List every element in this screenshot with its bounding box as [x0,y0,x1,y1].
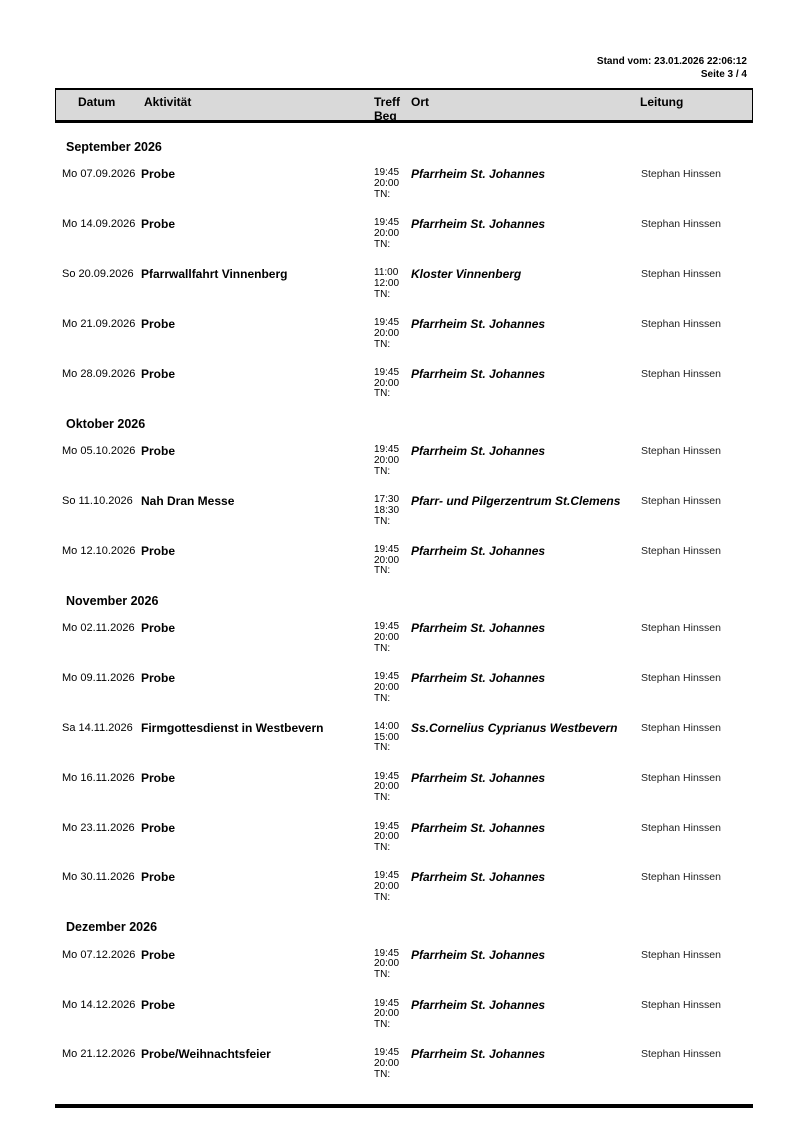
row-times [374,998,411,1031]
table-row [55,544,755,594]
row-time-end: 20:00 [374,781,400,793]
row-time-end: 20:00 [374,227,400,239]
row-times [374,1047,411,1080]
row-activity: Firmgottesdienst in Westbevern [141,720,324,735]
table-row [55,821,755,871]
row-time-end: 20:00 [374,178,400,190]
page-number-line: Seite 3 / 4 [700,69,747,80]
row-time-end: 20:00 [374,958,400,970]
row-time-start: 19:45 [374,670,400,682]
row-ort: Pfarrheim St. Johannes [411,1047,546,1062]
row-activity: Probe [141,444,176,459]
row-times [374,167,411,200]
row-time-start: 19:45 [374,947,400,959]
column-header-ort: Ort [411,95,429,109]
row-times [374,671,411,704]
row-times [374,544,411,577]
column-header-beg: Beg [374,109,397,123]
row-time-start: 19:45 [374,770,400,782]
month-header: November 2026 [66,593,159,608]
row-activity: Probe [141,820,176,835]
row-time-start: 17:30 [374,493,400,505]
table-row [55,217,755,267]
row-activity: Probe/Weihnachtsfeier [141,1047,271,1062]
row-date: Mo 23.11.2026 [62,821,135,834]
row-date: Mo 07.12.2026 [62,948,136,961]
row-leitung: Stephan Hinssen [641,871,721,884]
row-activity: Probe [141,870,176,885]
row-time-start: 19:45 [374,1047,400,1059]
row-leitung: Stephan Hinssen [641,721,721,734]
row-date: Mo 21.12.2026 [62,1048,136,1061]
row-activity: Probe [141,947,176,962]
row-ort: Pfarrheim St. Johannes [411,167,546,182]
row-activity: Probe [141,770,176,785]
row-times [374,771,411,804]
row-leitung: Stephan Hinssen [641,771,721,784]
row-time-end: 18:30 [374,504,400,516]
row-date: Mo 05.10.2026 [62,445,136,458]
row-time-start: 19:45 [374,820,400,832]
table-bottom-rule [55,1104,753,1108]
column-header-datum: Datum [78,95,116,109]
row-time-end: 20:00 [374,1058,400,1070]
row-time-tn: TN: [374,188,391,200]
column-header-aktivitaet: Aktivität [144,95,192,109]
row-time-tn: TN: [374,515,391,527]
table-row [55,948,755,998]
row-time-end: 20:00 [374,631,400,643]
row-time-end: 12:00 [374,277,400,289]
table-row [55,367,755,417]
row-time-end: 15:00 [374,731,400,743]
row-time-tn: TN: [374,692,391,704]
table-row [55,771,755,821]
row-time-end: 20:00 [374,681,400,693]
row-time-start: 19:45 [374,870,400,882]
row-activity: Probe [141,543,176,558]
row-leitung: Stephan Hinssen [641,948,721,961]
row-ort: Pfarrheim St. Johannes [411,670,546,685]
row-leitung: Stephan Hinssen [641,218,721,231]
row-time-tn: TN: [374,465,391,477]
row-time-start: 19:45 [374,217,400,229]
row-time-tn: TN: [374,642,391,654]
table-row [55,1047,755,1097]
row-time-tn: TN: [374,892,391,904]
row-activity: Probe [141,316,176,331]
column-header-leitung: Leitung [640,95,684,109]
row-date: Sa 14.11.2026 [62,721,133,734]
row-activity: Probe [141,997,176,1012]
table-row [55,444,755,494]
row-times [374,317,411,350]
row-time-tn: TN: [374,288,391,300]
row-ort: Pfarrheim St. Johannes [411,997,546,1012]
row-time-tn: TN: [374,792,391,804]
row-times [374,948,411,981]
table-row [55,998,755,1048]
row-times [374,494,411,527]
column-header-treff: Treff [374,95,401,109]
row-date: Mo 14.12.2026 [62,998,136,1011]
table-row [55,494,755,544]
row-times [374,870,411,903]
row-leitung: Stephan Hinssen [641,367,721,380]
row-leitung: Stephan Hinssen [641,445,721,458]
row-time-tn: TN: [374,565,391,577]
row-time-end: 20:00 [374,454,400,466]
table-row [55,317,755,367]
row-ort: Pfarrheim St. Johannes [411,366,546,381]
row-ort: Kloster Vinnenberg [411,267,522,282]
row-times [374,267,411,300]
row-activity: Pfarrwallfahrt Vinnenberg [141,267,288,282]
row-time-start: 19:45 [374,444,400,456]
row-date: Mo 21.09.2026 [62,317,136,330]
month-header: Oktober 2026 [66,416,146,431]
row-time-tn: TN: [374,969,391,981]
row-activity: Probe [141,366,176,381]
table-row [55,267,755,317]
row-date: So 20.09.2026 [62,268,134,281]
document-meta [597,55,747,81]
row-date: Mo 14.09.2026 [62,218,136,231]
row-ort: Pfarrheim St. Johannes [411,316,546,331]
row-time-start: 19:45 [374,316,400,328]
row-time-tn: TN: [374,1069,391,1081]
row-time-start: 14:00 [374,720,400,732]
row-time-tn: TN: [374,1019,391,1031]
row-ort: Pfarrheim St. Johannes [411,621,546,636]
row-leitung: Stephan Hinssen [641,998,721,1011]
row-time-tn: TN: [374,842,391,854]
month-header: Dezember 2026 [66,920,158,935]
row-ort: Pfarrheim St. Johannes [411,217,546,232]
row-time-start: 19:45 [374,167,400,179]
row-time-end: 20:00 [374,831,400,843]
row-activity: Probe [141,167,176,182]
row-leitung: Stephan Hinssen [641,671,721,684]
row-ort: Pfarrheim St. Johannes [411,820,546,835]
row-leitung: Stephan Hinssen [641,268,721,281]
row-time-tn: TN: [374,338,391,350]
row-time-start: 19:45 [374,997,400,1009]
row-time-end: 20:00 [374,554,400,566]
row-leitung: Stephan Hinssen [641,317,721,330]
month-header: September 2026 [66,140,162,154]
row-date: Mo 02.11.2026 [62,622,135,635]
row-activity: Probe [141,670,176,685]
row-time-end: 20:00 [374,881,400,893]
row-time-tn: TN: [374,742,391,754]
row-time-end: 20:00 [374,377,400,389]
row-activity: Probe [141,621,176,636]
table-row [55,671,755,721]
row-leitung: Stephan Hinssen [641,1048,721,1061]
row-date: Mo 28.09.2026 [62,367,136,380]
row-time-start: 11:00 [374,267,399,279]
table-row [55,167,755,217]
row-ort: Pfarrheim St. Johannes [411,444,546,459]
row-ort: Pfarr- und Pilgerzentrum St.Clemens [411,493,621,508]
row-date: So 11.10.2026 [62,494,133,507]
row-times [374,217,411,250]
row-time-start: 19:45 [374,366,400,378]
row-date: Mo 07.09.2026 [62,168,136,181]
row-ort: Pfarrheim St. Johannes [411,870,546,885]
row-times [374,721,411,754]
row-time-end: 20:00 [374,1008,400,1020]
row-date: Mo 12.10.2026 [62,544,136,557]
row-ort: Pfarrheim St. Johannes [411,947,546,962]
table-header-bar [55,88,753,123]
stand-vom-line: Stand vom: 23.01.2026 22:06:12 [596,56,747,67]
row-activity: Probe [141,217,176,232]
row-leitung: Stephan Hinssen [641,622,721,635]
row-time-end: 20:00 [374,327,400,339]
row-time-tn: TN: [374,238,391,250]
row-ort: Pfarrheim St. Johannes [411,770,546,785]
row-ort: Pfarrheim St. Johannes [411,543,546,558]
row-times [374,621,411,654]
row-leitung: Stephan Hinssen [641,494,721,507]
row-date: Mo 30.11.2026 [62,871,135,884]
row-times [374,821,411,854]
row-leitung: Stephan Hinssen [641,168,721,181]
row-leitung: Stephan Hinssen [641,544,721,557]
row-times [374,367,411,400]
table-row [55,721,755,771]
row-ort: Ss.Cornelius Cyprianus Westbevern [411,720,618,735]
row-times [374,444,411,477]
row-date: Mo 16.11.2026 [62,771,135,784]
row-time-start: 19:45 [374,543,400,555]
table-body [55,140,755,1097]
row-activity: Nah Dran Messe [141,493,235,508]
row-time-start: 19:45 [374,621,400,633]
row-date: Mo 09.11.2026 [62,671,135,684]
row-leitung: Stephan Hinssen [641,821,721,834]
table-row [55,870,755,920]
row-time-tn: TN: [374,388,391,400]
table-row [55,621,755,671]
